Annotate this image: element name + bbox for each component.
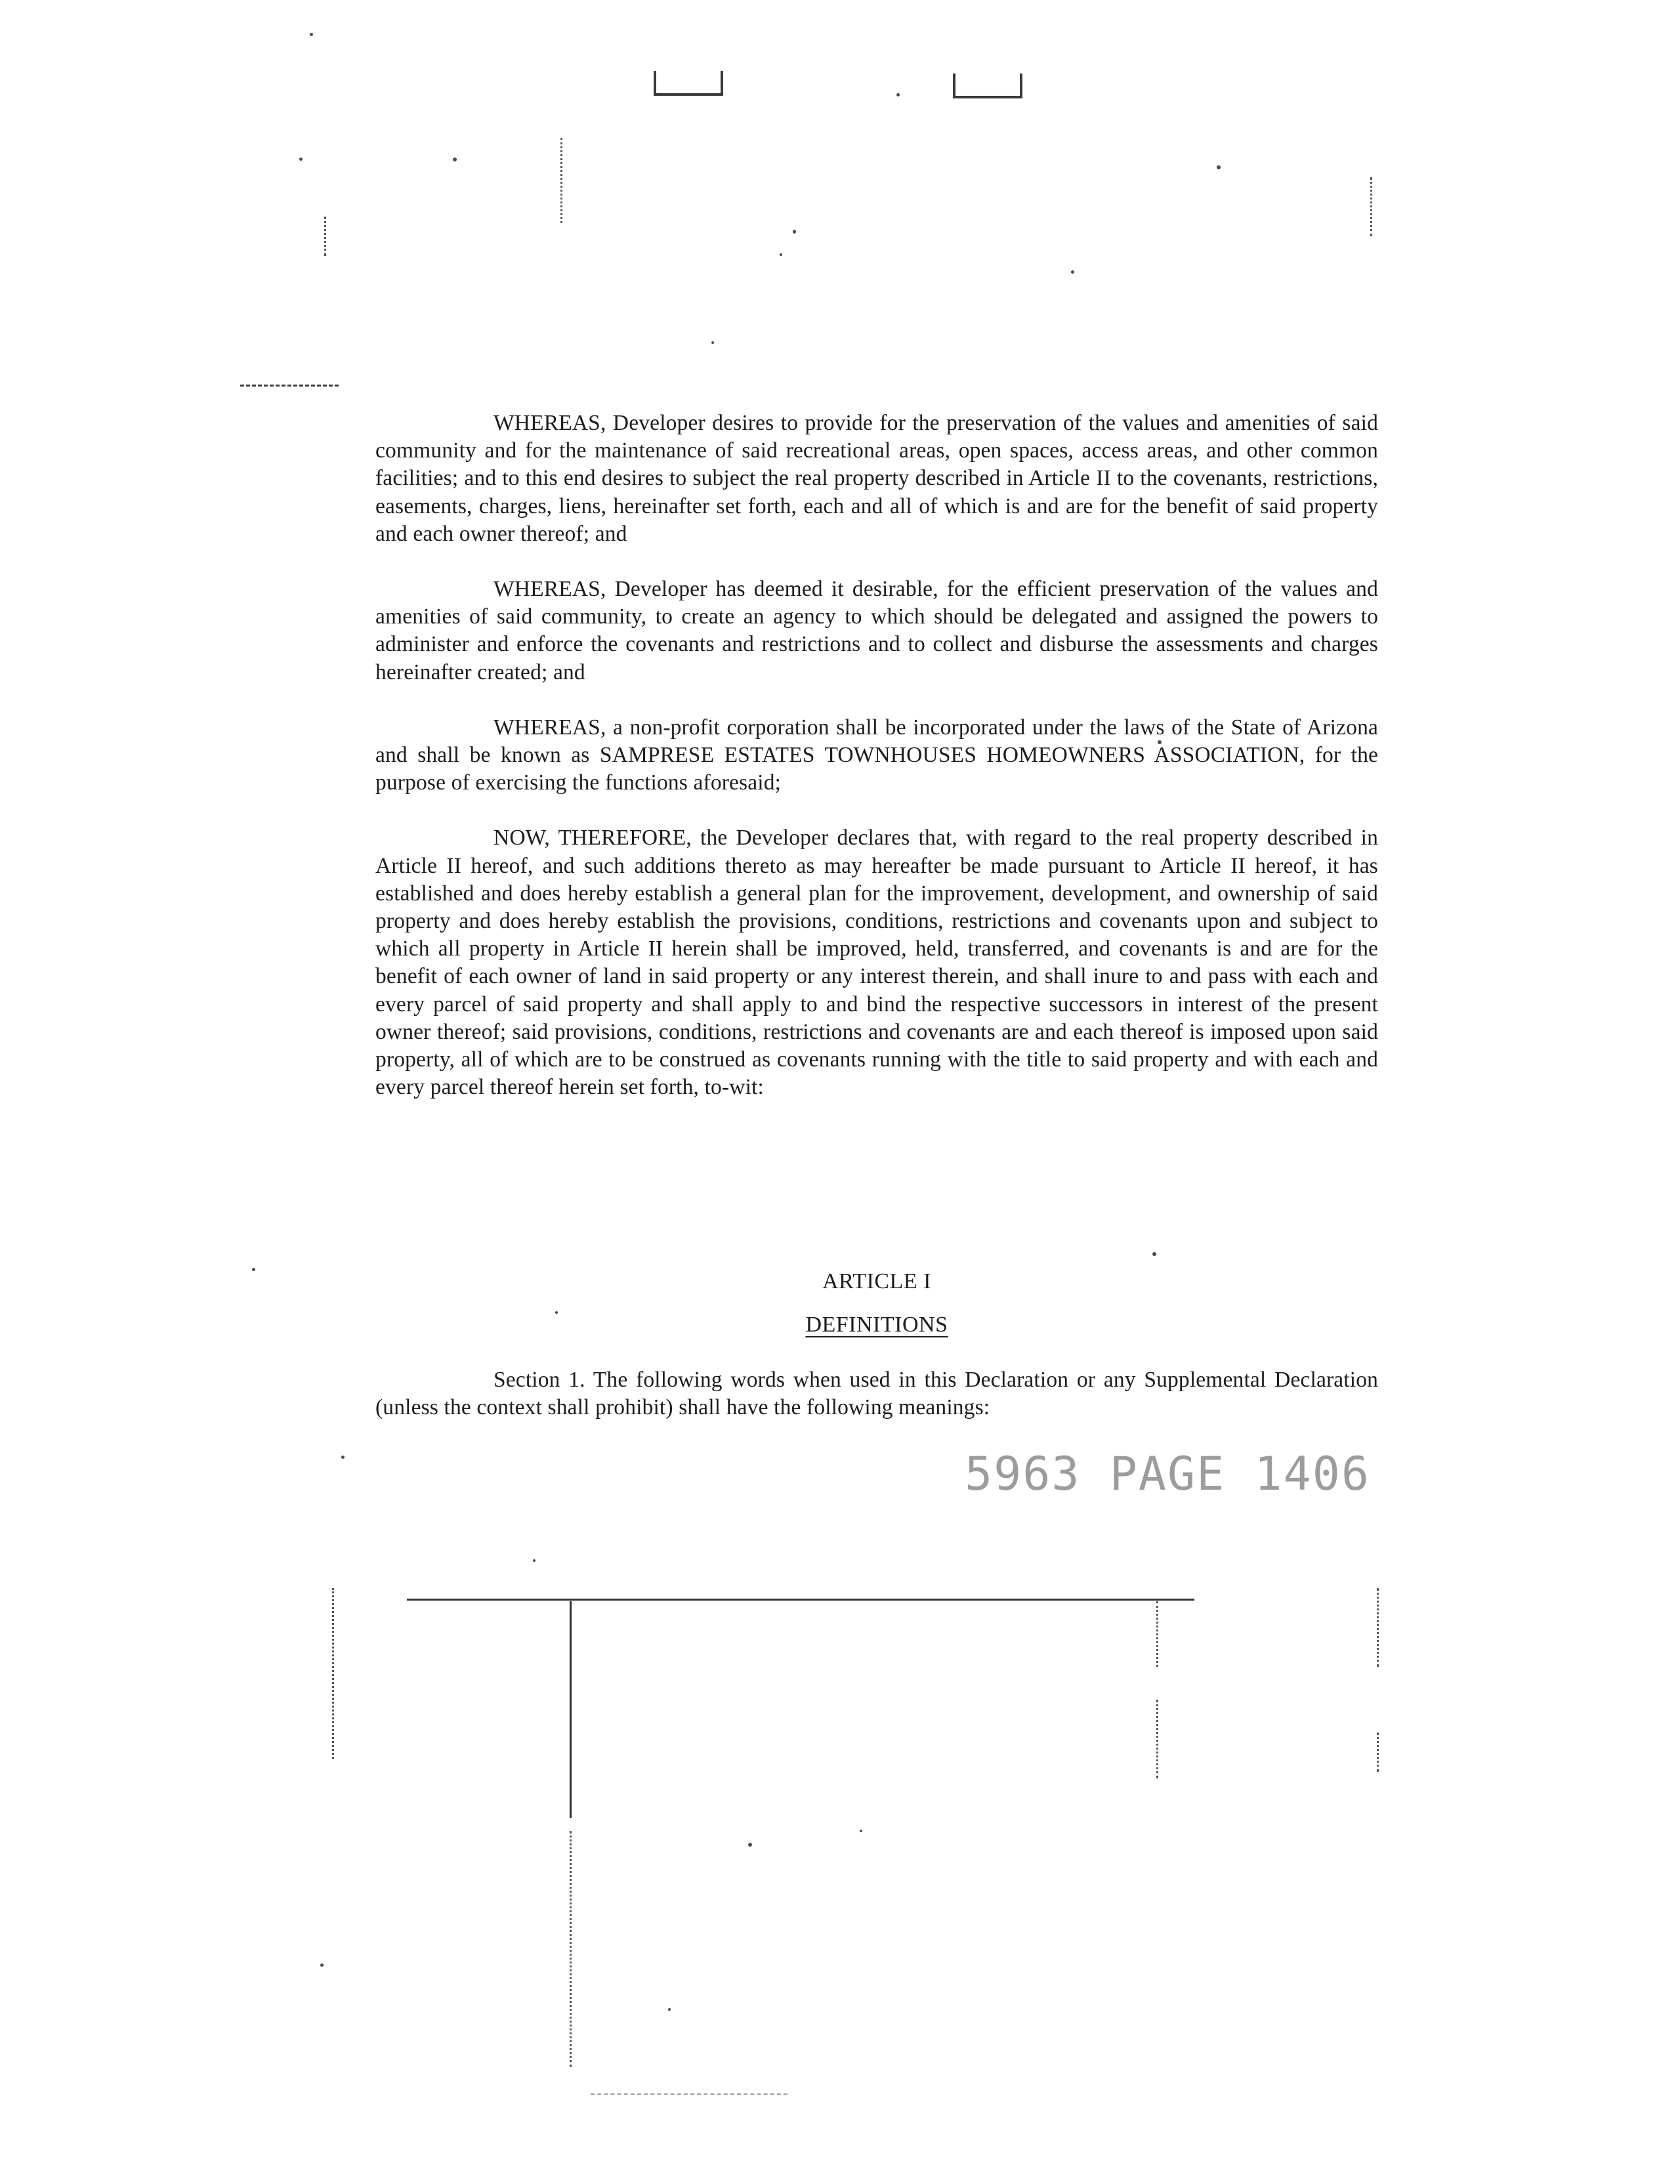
- scan-dotted-line: [1370, 177, 1372, 236]
- scan-dotted-line: [1377, 1732, 1379, 1772]
- scan-dotted-line: [1156, 1700, 1158, 1778]
- paragraph-now-therefore: NOW, THEREFORE, the Developer declares that, with regard to the real property described in Article II hereof, and such additions thereto as may hereafter be made pursuant to Article II hereof, it has established and does hereby establish a general plan for the improvement, development, and ownership of said property and does hereby establish the provisions, conditions, restrictions and covenants upon and subject to which all property in Article II herein shall be improved, held, transferred, and covenants is and are for the benefit of each owner of land in said property or any interest therein, and shall inure to and pass with each and every parcel of said property and shall apply to and bind the respective successors in interest of the present owner thereof; said provisions, conditions, restrictions and covenants are and each thereof is imposed upon said property, all of which are to be construed as covenants running with the title to said property and with each and every parcel thereof herein set forth, to-wit:: [375, 826, 1378, 1100]
- scan-speck: [299, 158, 303, 161]
- scan-box-left-line: [570, 1601, 572, 1818]
- article-title: [375, 1312, 1378, 1337]
- punch-hole-mark-left: [654, 71, 723, 96]
- paragraph-whereas-2: WHEREAS, Developer has deemed it desirable, for the efficient preservation of the values and amenities of said community, to create an agency to which should be delegated and assigned the powers to administer and enforce the covenants and restrictions and to collect and disburse the assessments and charges hereinafter created; and: [375, 577, 1378, 684]
- section-1-text: Section 1. The following words when used in this Declaration or any Supplemental Declaration (unless the context shall prohibit) shall have the following meanings:: [375, 1368, 1378, 1420]
- scan-speck: [896, 93, 900, 96]
- punch-hole-mark-right: [953, 74, 1022, 98]
- scan-dotted-line: [1156, 1601, 1158, 1667]
- scan-speck: [860, 1830, 862, 1832]
- scan-speck: [1071, 270, 1074, 274]
- scan-speck: [748, 1843, 752, 1847]
- scan-dotted-line: [560, 138, 562, 223]
- definitions-title: DEFINITIONS: [805, 1312, 948, 1337]
- scan-dotted-line: [332, 1588, 334, 1759]
- scan-box-top-line: [407, 1599, 1194, 1601]
- scan-dotted-line: [324, 217, 326, 256]
- paragraph-whereas-3: WHEREAS, a non-profit corporation shall be incorporated under the laws of the State of Arizona and shall be known as SAMPRESE ESTATES TOWNHOUSES HOMEOWNERS ASSOCIATION, for the purpose of exercising the functions aforesaid;: [375, 715, 1378, 795]
- scan-speck: [453, 158, 457, 161]
- scan-dotted-line: [1377, 1588, 1379, 1667]
- scan-speck: [310, 33, 313, 36]
- section-block: [375, 1366, 1378, 1421]
- scan-speck: [668, 2008, 671, 2011]
- scan-dashed-line: [240, 385, 339, 387]
- scan-dashed-line: [591, 2093, 788, 2095]
- paragraph-whereas-1: WHEREAS, Developer desires to provide for the preservation of the values and amenities of said community and for the maintenance of said recreational areas, open spaces, access areas, and other common facilities; and to this end desires to subject the real property described in Article II to the covenants, restrictions, easements, charges, liens, hereinafter set forth, each and all of which is and are for the benefit of said property and each owner thereof; and: [375, 411, 1378, 546]
- scan-speck: [1217, 165, 1221, 169]
- article-heading: ARTICLE I: [822, 1269, 931, 1293]
- body-text: [375, 410, 1378, 1101]
- scan-speck: [793, 230, 796, 234]
- scan-dotted-line: [570, 1831, 572, 2067]
- scan-speck: [533, 1559, 536, 1562]
- scan-speck: [711, 341, 714, 344]
- scan-speck: [341, 1456, 345, 1459]
- scan-speck: [1152, 1252, 1156, 1256]
- recording-stamp: 5963 PAGE 1406: [965, 1447, 1371, 1501]
- scan-speck: [252, 1268, 255, 1271]
- scan-speck: [320, 1964, 324, 1967]
- scan-speck: [780, 253, 782, 256]
